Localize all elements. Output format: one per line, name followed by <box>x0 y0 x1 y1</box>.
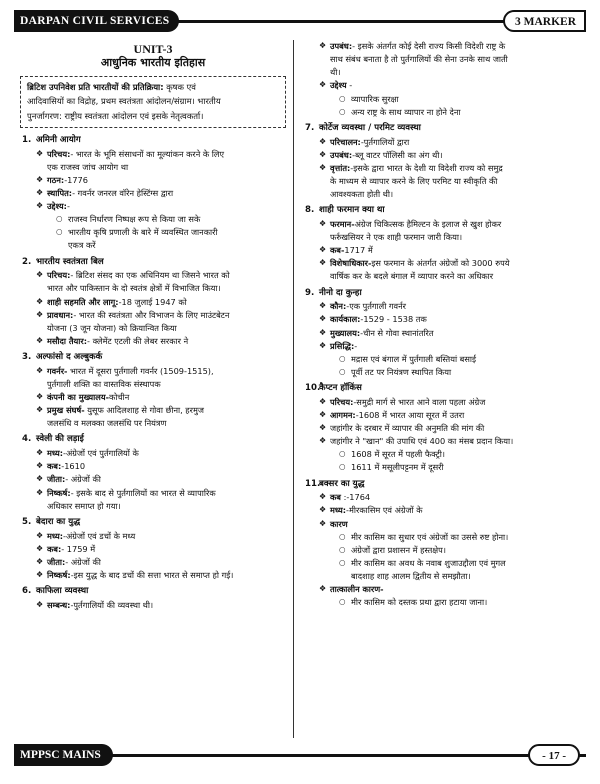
diamond-bullet-icon: ❖ <box>319 340 327 350</box>
diamond-bullet-icon: ❖ <box>36 461 44 471</box>
point-continuation: पुर्तगाली शक्ति का वास्तविक संस्थापक <box>47 378 161 389</box>
section-11 <box>303 478 585 610</box>
point-label: मसौदा तैयार: <box>47 335 88 346</box>
sub-point: 1611 में मसूलीपट्टनम में दूसरी <box>351 462 444 473</box>
point-text: -एक पुर्तगाली गवर्नर <box>346 301 406 312</box>
point-label: शाही सहमति और लागू: <box>47 296 119 307</box>
diamond-bullet-icon: ❖ <box>36 487 44 497</box>
diamond-bullet-icon: ❖ <box>36 392 44 402</box>
section-title: शाही फरमान क्या था <box>319 205 385 216</box>
point-label: कब <box>330 492 341 503</box>
sub-point: मीर कासिम का अवध के नवाब शुजाउद्दौला एवं मुगल <box>351 557 506 568</box>
point-text: -ब्लू वाटर पॉलिसी का अंग थी। <box>352 149 443 160</box>
diamond-bullet-icon: ❖ <box>319 136 327 146</box>
point-text: - <box>66 201 70 212</box>
section-number: 7. <box>305 122 315 133</box>
sub-point: राजस्व निर्धारण निष्पक्ष रूप से किया जा सके <box>68 214 201 225</box>
point-text: -1608 में भारत आया सूरत में उतरा <box>355 409 465 420</box>
point-label: विशेषाधिकार- <box>330 258 372 269</box>
point-text: - अंग्रेजों की <box>65 474 101 485</box>
sub-point-continuation: बादशाह शाह आलम द्वितीय से समझौता। <box>351 571 471 581</box>
point-continuation: फर्रुखसियर ने एक शाही फरमान जारी किया। <box>330 232 463 242</box>
point-text: -इसके द्वारा भारत के देशी या विदेशी राज्य को समुद्र <box>350 162 503 173</box>
point-continuation: अधिकार समाप्त हो गया। <box>47 500 121 511</box>
section-number: 4. <box>22 434 32 445</box>
point-text: -इस युद्ध के बाद डचों की सत्ता भारत से समाप्त हो गई। <box>70 569 234 580</box>
point-label: मध्य: <box>330 505 346 516</box>
diamond-bullet-icon: ❖ <box>319 423 327 432</box>
section-number: 11. <box>305 478 321 489</box>
circle-bullet-icon: ○ <box>339 353 346 363</box>
point-label: परिचय: <box>47 148 71 159</box>
point-text: - गवर्नर जनरल वॉरेन हेस्टिंग्स द्वारा <box>72 187 174 198</box>
circle-bullet-icon: ○ <box>339 106 346 116</box>
diamond-bullet-icon: ❖ <box>319 396 327 406</box>
point-text: - ब्रिटिश संसद का एक अधिनियम था जिसने भारत को <box>70 270 230 281</box>
point-label: कार्यकाल: <box>330 314 361 325</box>
diamond-bullet-icon: ❖ <box>36 556 44 566</box>
point-label: मध्य: <box>47 448 63 459</box>
diamond-bullet-icon: ❖ <box>36 201 44 211</box>
diamond-bullet-icon: ❖ <box>36 569 44 579</box>
diamond-bullet-icon: ❖ <box>36 335 44 345</box>
circle-bullet-icon: ○ <box>56 227 63 237</box>
right-column <box>303 40 585 609</box>
intro-box <box>20 76 286 128</box>
point-text: -अंग्रेजों एवं पुर्तगालियों के <box>63 448 139 459</box>
section-2 <box>20 256 286 349</box>
diamond-bullet-icon: ❖ <box>36 174 44 184</box>
sub-point: मद्रास एवं बंगाल में पुर्तगाली बस्तियां बसाई <box>351 353 477 364</box>
point-label: उपबंध: <box>330 41 353 51</box>
page-number: - 17 - <box>528 744 580 766</box>
sub-point: अंग्रेजों द्वारा प्रशासन में हस्तक्षेप। <box>351 544 446 555</box>
diamond-bullet-icon: ❖ <box>36 543 44 553</box>
point-label: कौन: <box>330 301 347 312</box>
point-text: - भारत के भूमि संसाधनों का मूल्यांकन करने के लिए <box>70 148 224 159</box>
section-number: 3. <box>22 352 32 363</box>
section-number: 10. <box>305 383 321 393</box>
point-text: -1610 <box>61 461 86 472</box>
diamond-bullet-icon: ❖ <box>36 365 44 375</box>
point-text: - भारत की स्वतंत्रता और विभाजन के लिए माउंटबेटन <box>73 309 230 320</box>
point-continuation: जलसंधि व मलक्का जलसंधि पर नियंत्रण <box>47 418 167 429</box>
point-continuation: योजना (3 जून योजना) को क्रियान्वित किया <box>47 322 177 333</box>
section-number: 9. <box>305 287 315 298</box>
diamond-bullet-icon: ❖ <box>36 296 44 306</box>
point-text: -अंग्रेजों एवं डचों के मध्य <box>63 530 136 541</box>
section-3 <box>20 351 286 430</box>
diamond-bullet-icon: ❖ <box>319 301 327 311</box>
diamond-bullet-icon: ❖ <box>319 149 327 159</box>
diamond-bullet-icon: ❖ <box>319 218 327 228</box>
point-label: निष्कर्ष: <box>47 569 71 580</box>
column-divider <box>293 40 294 738</box>
diamond-bullet-icon: ❖ <box>319 505 327 515</box>
circle-bullet-icon: ○ <box>339 93 346 103</box>
point-label: जीता: <box>47 474 66 485</box>
point-label: वृत्तांत: <box>330 162 351 173</box>
point-continuation: आवश्यकता होती थी। <box>330 189 394 199</box>
diamond-bullet-icon: ❖ <box>36 309 44 319</box>
section-8 <box>303 204 585 283</box>
circle-bullet-icon: ○ <box>339 544 346 554</box>
section-10 <box>303 382 585 475</box>
point-text: कोचीन <box>108 392 130 403</box>
diamond-bullet-icon: ❖ <box>319 436 327 446</box>
section-title: कैप्टन हॉकिंस <box>319 383 362 393</box>
page-footer <box>14 744 586 766</box>
section-6 <box>20 585 286 612</box>
section-number: 5. <box>22 516 32 527</box>
diamond-bullet-icon: ❖ <box>319 258 327 268</box>
section-title: काफिला व्यवस्था <box>36 586 89 597</box>
point-continuation: साथ संबंध बनाता है तो पुर्तगालियों की सेना उनके साथ जाती <box>330 54 508 65</box>
intro-line3: पुनर्जागरण: राष्ट्रीय स्वतंत्रता आंदोलन एवं इसके नेतृत्वकर्ता। <box>27 111 204 122</box>
point-continuation: एक राजस्व जांच आयोग था <box>47 161 129 172</box>
diamond-bullet-icon: ❖ <box>319 327 327 337</box>
point-text: भारत में दूसरा पुर्तगाली गवर्नर (1509-1515), <box>67 365 214 376</box>
point-text: अंग्रेज चिकित्सक हैमिल्टन के इलाज से खुश होकर <box>354 218 502 229</box>
point-label: परिचालन: <box>330 136 361 147</box>
point-label: कब- <box>330 245 345 256</box>
point-text: -मीरकासिम एवं अंग्रेजों के <box>346 505 423 516</box>
sub-point: पूर्वी तट पर नियंत्रण स्थापित किया <box>351 366 452 377</box>
diamond-bullet-icon: ❖ <box>36 148 44 158</box>
point-text: -पुर्तगालियों की व्यवस्था थी। <box>70 599 154 610</box>
intro-line1: कृषक एवं <box>163 81 196 92</box>
section-number: 8. <box>305 205 315 216</box>
point-text: -चीन से गोवा स्थानांतरित <box>360 327 434 338</box>
section-title: कोर्टेज व्यवस्था / परमिट व्यवस्था <box>319 122 421 133</box>
point-label: सम्बन्ध: <box>47 599 71 610</box>
point-text: -18 जुलाई 1947 को <box>118 296 187 307</box>
section-7 <box>303 122 585 201</box>
diamond-bullet-icon: ❖ <box>36 187 44 197</box>
point-label: आगमन: <box>330 409 356 420</box>
point-text: -समुद्री मार्ग से भारत आने वाला पहला अंग्रेज <box>353 396 486 407</box>
point-label: मुख्यालय: <box>330 327 361 338</box>
circle-bullet-icon: ○ <box>339 597 346 607</box>
circle-bullet-icon: ○ <box>339 462 346 472</box>
diamond-bullet-icon: ❖ <box>319 314 327 324</box>
unit-title: UNIT-3 <box>133 42 173 56</box>
diamond-bullet-icon: ❖ <box>36 530 44 540</box>
exam-title: MPPSC MAINS <box>14 744 113 766</box>
point-text: जहांगीर के दरबार में व्यापार की अनुमति की मांग की <box>330 423 485 433</box>
point-continuation: भारत और पाकिस्तान के दो स्वतंत्र क्षेत्रों में विभाजित किया। <box>47 283 221 294</box>
point-text: - <box>346 80 353 91</box>
sub-point: अन्य राष्ट्र के साथ व्यापार ना होने देना <box>351 106 461 117</box>
diamond-bullet-icon: ❖ <box>36 448 44 458</box>
diamond-bullet-icon: ❖ <box>36 599 44 609</box>
section-title: बेदारा का युद्ध <box>36 516 81 527</box>
unit-subtitle: आधुनिक भारतीय इतिहास <box>100 56 206 70</box>
point-text: :-1764 <box>340 492 371 503</box>
point-label: निष्कर्ष: <box>47 487 71 498</box>
point-text: - 1759 में <box>61 543 96 554</box>
point-text: जहांगीर ने "खान" की उपाधि एवं 400 का मंसब प्रदान किया। <box>330 436 514 447</box>
section-number: 6. <box>22 586 32 597</box>
section-9 <box>303 287 585 380</box>
point-text: इस फरमान के अंतर्गत अंग्रेजों को 3000 रुपये <box>371 258 510 269</box>
point-label: गवर्नर- <box>47 365 68 376</box>
point-text: - क्लेमेंट एटली की लेबर सरकार ने <box>87 335 189 346</box>
point-label: प्रसिद्धि: <box>330 340 355 351</box>
diamond-bullet-icon: ❖ <box>319 41 327 50</box>
point-label: मध्य: <box>47 530 63 541</box>
point-label: स्थापित: <box>47 187 73 198</box>
diamond-bullet-icon: ❖ <box>319 80 327 90</box>
marker-badge: 3 MARKER <box>503 10 586 32</box>
sub-point: मीर कासिम को दस्तक प्रथा द्वारा हटाया जाना। <box>351 597 488 608</box>
diamond-bullet-icon: ❖ <box>319 492 327 502</box>
sub-point: मीर कासिम का सुधार एवं अंग्रेजों का उससे रुष्ट होना। <box>351 531 509 542</box>
point-label: कंपनी का मुख्यालय- <box>47 392 109 403</box>
point-label: फरमान- <box>330 218 355 229</box>
sub-point-continuation: एकत्र करें <box>68 240 96 251</box>
diamond-bullet-icon: ❖ <box>36 270 44 280</box>
section-title: स्वेली की लड़ाई <box>36 434 84 445</box>
diamond-bullet-icon: ❖ <box>319 245 327 255</box>
circle-bullet-icon: ○ <box>339 557 346 567</box>
sub-point: 1608 में सूरत में पहली फैक्ट्री। <box>351 449 445 460</box>
section-title: भारतीय स्वतंत्रता बिल <box>36 256 104 267</box>
point-text: युसूफ आदिलशाह से गोवा छीना, हरमुज <box>84 405 204 416</box>
point-text: -पुर्तगालियों द्वारा <box>360 136 410 147</box>
point-label: परिचय: <box>330 396 354 407</box>
section-number: 1. <box>22 134 32 145</box>
intro-line2: आदिवासियों का विद्रोह, प्रथम स्वतंत्रता आंदोलन/संग्राम। भारतीय <box>27 96 221 107</box>
section-4 <box>20 433 286 512</box>
point-text: - अंग्रेजों की <box>65 556 101 567</box>
sub-point: भारतीय कृषि प्रणाली के बारे में व्यवस्थित जानकारी <box>68 227 218 238</box>
section-title: अल्फांसो द अल्बुकर्क <box>36 352 103 363</box>
section-number: 2. <box>22 256 32 267</box>
point-continuation: वार्षिक कर के बदले बंगाल में व्यापार करने का अधिकार <box>330 271 494 282</box>
point-text: -1776 <box>64 174 88 185</box>
point-label: प्रमुख संघर्ष- <box>47 405 85 416</box>
diamond-bullet-icon: ❖ <box>36 474 44 484</box>
point-text: - <box>354 340 358 351</box>
circle-bullet-icon: ○ <box>339 366 346 376</box>
diamond-bullet-icon: ❖ <box>319 162 327 172</box>
section-title: बक्सर का युद्ध <box>319 478 365 489</box>
point-label: प्रावधान: <box>47 309 74 320</box>
circle-bullet-icon: ○ <box>56 214 63 224</box>
diamond-bullet-icon: ❖ <box>36 405 44 415</box>
section-title: अमिनी आयोग <box>36 134 81 145</box>
section-5 <box>20 516 286 582</box>
intro-bold: ब्रिटिश उपनिवेश प्रति भारतीयों की प्रतिक्रिया: <box>27 81 164 92</box>
point-label: कब: <box>47 543 62 554</box>
point-label: जीता: <box>47 556 66 567</box>
point-text: - इसके बाद से पुर्तगालियों का भारत से व्यापारिक <box>70 487 216 498</box>
diamond-bullet-icon: ❖ <box>319 409 327 419</box>
point-text: -1529 - 1538 तक <box>360 314 427 325</box>
circle-bullet-icon: ○ <box>339 449 346 459</box>
diamond-bullet-icon: ❖ <box>319 584 327 594</box>
point-continuation: के माध्यम से व्यापार करने के लिए परमिट या स्वीकृति की <box>330 175 498 186</box>
point-label: कारण <box>330 518 348 529</box>
section-title: नीनो दा कुन्हा <box>319 287 362 298</box>
brand-title: DARPAN CIVIL SERVICES <box>14 10 179 32</box>
sub-point: व्यापारिक सुरक्षा <box>351 93 399 104</box>
point-label: उद्देश्य <box>330 80 347 91</box>
point-text: 1717 में <box>344 245 373 256</box>
point-label: कब: <box>47 461 62 472</box>
point-label: उद्देश्य: <box>47 201 67 212</box>
point-label: उपबंध: <box>330 149 353 160</box>
section-1 <box>20 134 286 253</box>
point-continuation: थी। <box>330 67 341 78</box>
point-label: तात्कालीन कारण- <box>330 584 384 595</box>
page-header <box>14 10 586 32</box>
point-label: परिचय: <box>47 270 71 281</box>
circle-bullet-icon: ○ <box>339 531 346 541</box>
left-column <box>20 40 286 612</box>
point-label: गठन: <box>47 174 65 185</box>
point-text: - इसके अंतर्गत कोई देसी राज्य किसी विदेशी राष्ट्र के <box>352 41 506 51</box>
diamond-bullet-icon: ❖ <box>319 518 327 528</box>
